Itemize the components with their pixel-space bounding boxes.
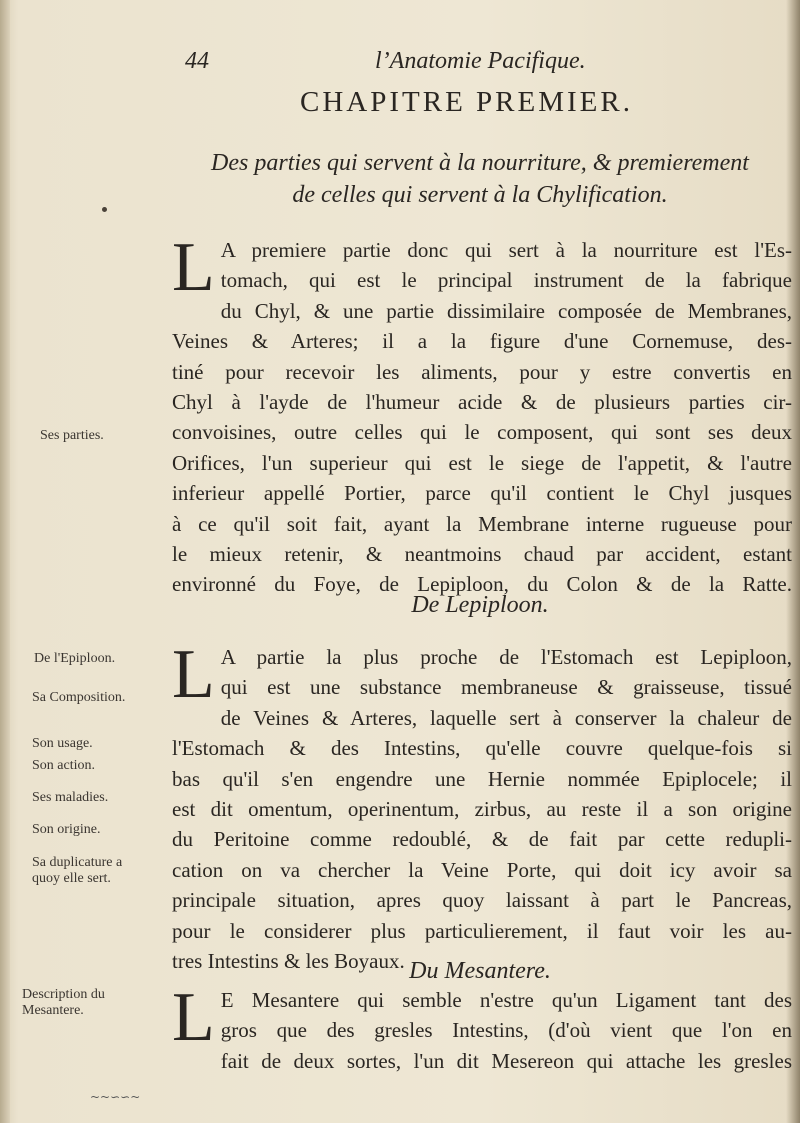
margin-note: Son action. bbox=[32, 758, 95, 773]
text-line: tomach, qui est le principal instrument de la fabrique bbox=[220, 268, 792, 293]
running-title: l’Anatomie Pacifique. bbox=[375, 48, 586, 74]
text-line: du Chyl, & une partie dissimilaire composée de Membranes, bbox=[220, 298, 792, 323]
text-line: environné du Foye, de Lepiploon, du Colon & de la Ratte. bbox=[172, 572, 792, 597]
text-line: l'Estomach & des Intestins, qu'elle couvre quelque-fois si bbox=[172, 736, 792, 761]
text-line: Veines & Arteres; il a la figure d'une Cornemuse, des- bbox=[172, 329, 792, 354]
text-line: pour le considerer plus particulierement, il faut voir les au- bbox=[172, 918, 792, 943]
text-line: du Peritoine comme redoublé, & de fait par cette redupli- bbox=[172, 827, 792, 852]
ornament-flourish: ~~∽∽~ bbox=[90, 1090, 141, 1104]
text-line: de Veines & Arteres, laquelle sert à conserver la chaleur de bbox=[220, 705, 792, 730]
margin-note: Ses maladies. bbox=[32, 790, 109, 805]
text-line: A premiere partie donc qui sert à la nourriture est l'Es- bbox=[220, 238, 792, 262]
ink-dot bbox=[102, 207, 107, 212]
page-number: 44 bbox=[185, 48, 209, 74]
text-line: qui est une substance membraneuse & graisseuse, tissué bbox=[220, 675, 792, 700]
paragraph-mesantere bbox=[172, 979, 792, 1076]
chapter-subtitle-line-1: Des parties qui servent à la nourriture, & premierement bbox=[211, 150, 749, 176]
text-line: convoisines, outre celles qui le composent, qui sont ses deux bbox=[172, 420, 792, 445]
margin-note: Sa duplicature a quoy elle sert. bbox=[32, 855, 123, 886]
text-line: le mieux retenir, & neantmoins chaud par accident, estant bbox=[172, 542, 792, 567]
text-line: Chyl à l'ayde de l'humeur acide & de plusieurs parties cir- bbox=[172, 390, 792, 415]
paragraph-estomach bbox=[172, 229, 792, 600]
text-line: A partie la plus proche de l'Estomach est Lepiploon, bbox=[220, 645, 792, 669]
text-line: à ce qu'il soit fait, ayant la Membrane interne rugueuse pour bbox=[172, 511, 792, 536]
drop-cap: L bbox=[172, 229, 215, 306]
text-line: tres Intestins & les Boyaux. bbox=[172, 949, 405, 974]
chapter-subtitle-line-2: de celles qui servent à la Chylification. bbox=[292, 182, 668, 208]
text-line: cation on va chercher la Veine Porte, qui doit icy avoir sa bbox=[172, 857, 792, 882]
margin-note: Ses parties. bbox=[40, 428, 104, 443]
text-line: bas qu'il s'en engendre une Hernie nommée Epiplocele; il bbox=[172, 766, 792, 791]
margin-note: De l'Epiploon. bbox=[34, 651, 116, 666]
text-line: tiné pour recevoir les aliments, pour y estre convertis en bbox=[172, 359, 792, 384]
running-head bbox=[185, 48, 635, 84]
text-line: Orifices, l'un superieur qui est le siege de l'appetit, & l'autre bbox=[172, 450, 792, 475]
margin-note: Son origine. bbox=[32, 822, 101, 837]
text-line: principale situation, apres quoy laissant à part le Pancreas, bbox=[172, 888, 792, 913]
drop-cap: L bbox=[172, 979, 215, 1056]
paragraph-lepiploon bbox=[172, 636, 792, 976]
text-line: E Mesantere qui semble n'estre qu'un Ligament tant des bbox=[220, 988, 792, 1012]
section-heading-lepiploon: De Lepiploon. bbox=[411, 592, 549, 618]
margin-note: Sa Composition. bbox=[32, 690, 126, 705]
margin-note: Son usage. bbox=[32, 736, 93, 751]
chapter-title: CHAPITRE PREMIER. bbox=[300, 86, 633, 118]
text-line: fait de deux sortes, l'un dit Mesereon qui attache les gresles bbox=[220, 1048, 792, 1073]
margin-note: Description du Mesantere. bbox=[22, 987, 105, 1018]
section-heading-mesantere: Du Mesantere. bbox=[409, 958, 551, 984]
text-line: est dit omentum, operinentum, zirbus, au reste il a son origine bbox=[172, 797, 792, 822]
drop-cap: L bbox=[172, 636, 215, 713]
page-left-edge bbox=[0, 0, 10, 1123]
text-line: gros que des gresles Intestins, (d'où vient que l'on en bbox=[220, 1018, 792, 1043]
text-line: inferieur appellé Portier, parce qu'il contient le Chyl jusques bbox=[172, 481, 792, 506]
